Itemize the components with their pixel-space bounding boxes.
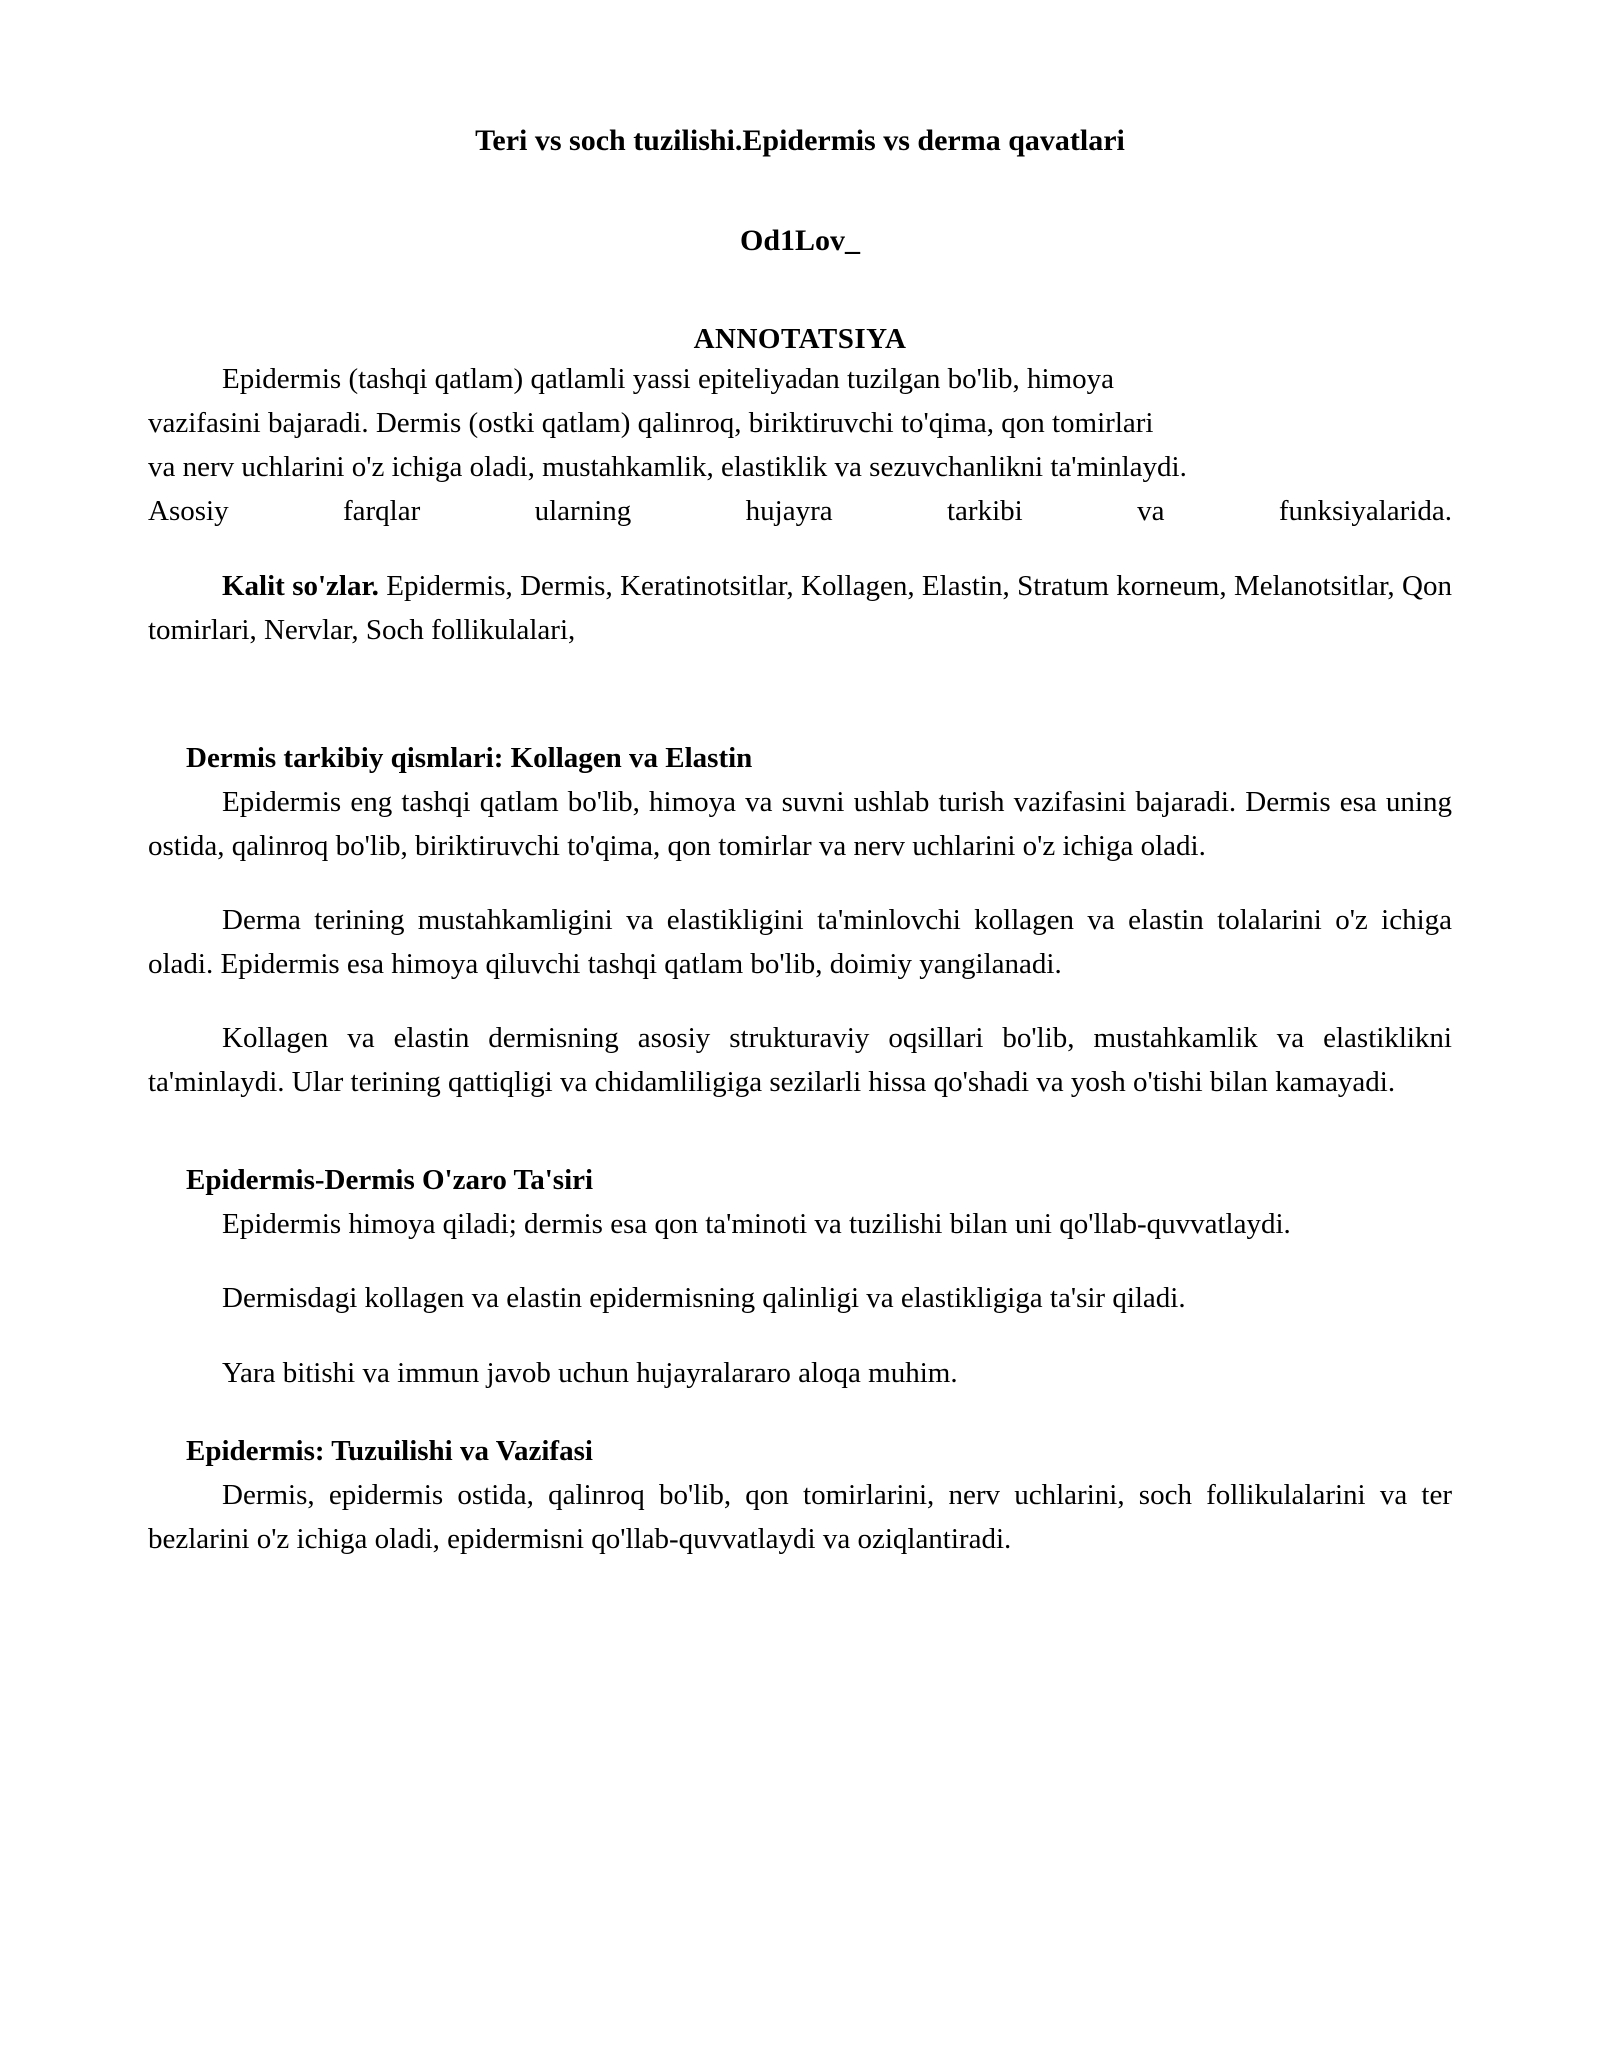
abstract-word: tarkibi bbox=[946, 495, 1023, 528]
section-heading-epidermis-dermis-interaction: Epidermis-Dermis O'zaro Ta'siri bbox=[186, 1164, 594, 1197]
abstract-word: ularning bbox=[534, 495, 632, 528]
section-spacer bbox=[148, 1104, 1452, 1158]
author-line: Od1Lov_ bbox=[739, 223, 861, 257]
abstract-word: Asosiy bbox=[148, 495, 229, 528]
section-heading-dermis-components: Dermis tarkibiy qismlari: Kollagen va Elastin bbox=[186, 741, 753, 774]
keywords-paragraph bbox=[148, 564, 1452, 652]
paragraph: Kollagen va elastin dermisning asosiy strukturaviy oqsillari bo'lib, mustahkamlik va elastiklikni ta'minlaydi. Ular terining qattiqligi va chidamliligiga sezilarli hissa qo'shadi va yosh o'tishi bilan kamayadi. bbox=[148, 1022, 1452, 1099]
document-content bbox=[148, 0, 1452, 1561]
abstract-line-3: va nerv uchlarini o'z ichiga oladi, mustahkamlik, elastiklik va sezuvchanlikni ta'minlaydi. bbox=[148, 451, 1187, 484]
abstract-word: va bbox=[1137, 495, 1165, 528]
abstract-last-line bbox=[148, 489, 1452, 533]
abstract-word: hujayra bbox=[745, 495, 833, 528]
paragraph: Epidermis himoya qiladi; dermis esa qon ta'minoti va tuzilishi bilan uni qo'llab-quvvatlaydi. bbox=[222, 1208, 1291, 1241]
abstract-line-1: Epidermis (tashqi qatlam) qatlamli yassi epiteliyadan tuzilgan bo'lib, himoya bbox=[222, 363, 1114, 396]
abstract-line-2: vazifasini bajaradi. Dermis (ostki qatlam) qalinroq, biriktiruvchi to'qima, qon tomirlari bbox=[148, 407, 1154, 440]
section-spacer bbox=[148, 652, 1452, 736]
paragraph: Dermis, epidermis ostida, qalinroq bo'lib, qon tomirlarini, nerv uchlarini, soch follikulalarini va ter bezlarini o'z ichiga oladi, epidermisni qo'llab-quvvatlaydi va oziqlantiradi. bbox=[148, 1478, 1452, 1555]
paragraph: Epidermis eng tashqi qatlam bo'lib, himoya va suvni ushlab turish vazifasini bajaradi. Dermis esa uning ostida, qalinroq bo'lib, biriktiruvchi to'qima, qon tomirlar va nerv uchlarini o'z ichiga oladi. bbox=[148, 785, 1452, 862]
paragraph: Yara bitishi va immun javob uchun hujayralararo aloqa muhim. bbox=[222, 1356, 958, 1389]
page-title: Teri vs soch tuzilishi.Epidermis vs derma qavatlari bbox=[475, 124, 1125, 157]
paragraph: Derma terining mustahkamligini va elastikligini ta'minlovchi kollagen va elastin tolalarini o'z ichiga oladi. Epidermis esa himoya qiluvchi tashqi qatlam bo'lib, doimiy yangilanadi. bbox=[148, 903, 1452, 981]
section-heading-epidermis-structure: Epidermis: Tuzuilishi va Vazifasi bbox=[186, 1434, 593, 1467]
keywords-label: Kalit so'zlar. bbox=[222, 569, 379, 602]
section-spacer bbox=[148, 1395, 1452, 1429]
abstract-word: funksiyalarida. bbox=[1278, 495, 1452, 528]
keywords-text: Epidermis, Dermis, Keratinotsitlar, Kollagen, Elastin, Stratum korneum, Melanotsitlar, Qon tomirlari, Nervlar, Soch follikulalari, bbox=[148, 569, 1452, 646]
abstract-heading: ANNOTATSIYA bbox=[693, 323, 907, 355]
abstract-word: farqlar bbox=[342, 495, 421, 528]
paragraph: Dermisdagi kollagen va elastin epidermisning qalinligi va elastikligiga ta'sir qiladi. bbox=[222, 1282, 1186, 1315]
